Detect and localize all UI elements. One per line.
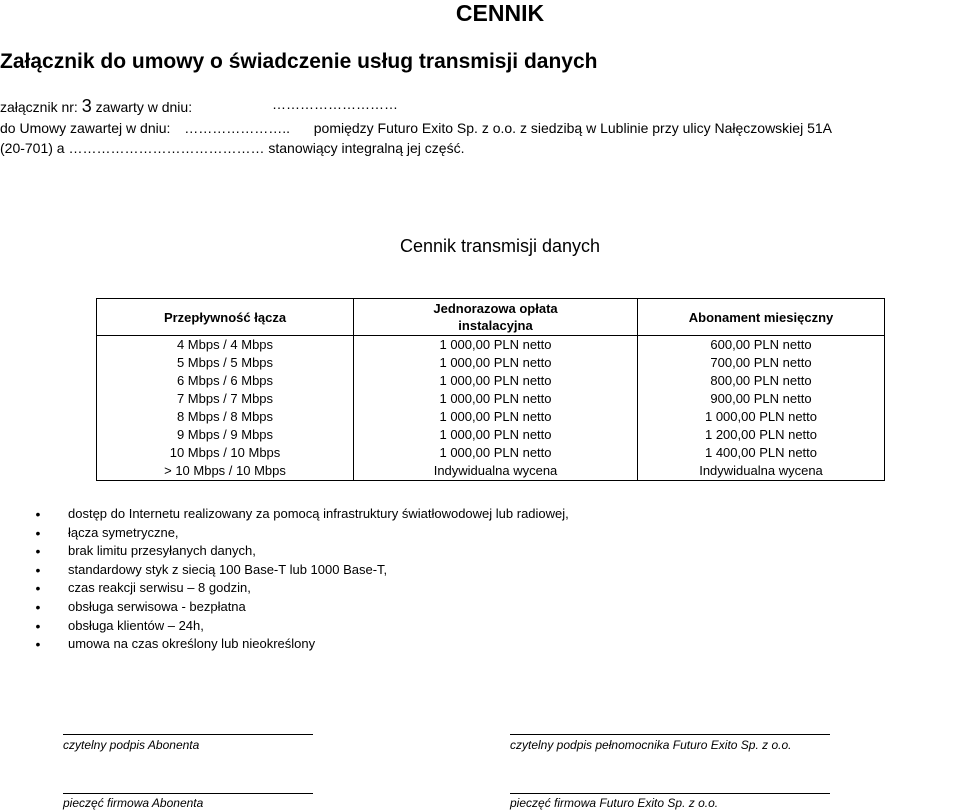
list-item-text: dostęp do Internetu realizowany za pomocą infrastruktury światłowodowej lub radiowej, [68,506,569,521]
cell-bandwidth: > 10 Mbps / 10 Mbps [97,462,354,481]
company-stamp-line [510,793,830,794]
cell-monthly-fee: 1 000,00 PLN netto [638,408,885,426]
company-stamp-label: pieczęć firmowa Futuro Exito Sp. z o.o. [510,796,719,810]
list-item [28,598,569,617]
intro-line-1-suffix: zawarty w dniu: [95,99,193,115]
table-row [97,354,885,372]
cell-bandwidth: 10 Mbps / 10 Mbps [97,444,354,462]
table-row [97,462,885,481]
intro-line-1-prefix: załącznik nr: [0,99,78,115]
bullet-dot-icon: • [35,598,41,615]
cell-bandwidth: 9 Mbps / 9 Mbps [97,426,354,444]
company-signature-label: czytelny podpis pełnomocnika Futuro Exito Sp. z o.o. [510,738,792,752]
intro-line-2 [0,120,832,136]
cell-installation-fee: 1 000,00 PLN netto [354,354,638,372]
bullet-dot-icon: • [35,561,41,578]
list-item-text: czas reakcji serwisu – 8 godzin, [68,580,251,596]
bullet-dot-icon: • [35,506,41,522]
table-row [97,372,885,390]
table-header-row [97,299,885,336]
cell-bandwidth: 5 Mbps / 5 Mbps [97,354,354,372]
intro-line-1 [0,96,192,117]
cell-installation-fee: 1 000,00 PLN netto [354,426,638,444]
client-name-dots: …………………………………… [68,140,265,156]
bullet-dot-icon: • [35,524,41,541]
list-item [28,579,569,598]
list-item [28,635,569,654]
list-item-text: obsługa serwisowa - bezpłatna [68,598,246,614]
cell-monthly-fee: 800,00 PLN netto [638,372,885,390]
bullet-dot-icon: • [35,636,41,653]
company-signature-line [510,734,830,735]
bullet-dot-icon: • [35,543,41,560]
header-installation-fee-label: Jednorazowa opłata instalacyjna [433,301,558,333]
table-row [97,336,885,355]
header-monthly-fee: Abonament miesięczny [638,299,885,336]
cell-installation-fee: 1 000,00 PLN netto [354,336,638,355]
section-title: Cennik transmisji danych [399,236,601,256]
header-bandwidth: Przepływność łącza [97,299,354,336]
list-item-text: brak limitu przesyłanych danych, [68,543,256,559]
table-row [97,444,885,462]
table-row [97,390,885,408]
intro-line-3-prefix: (20-701) a [0,140,65,156]
document-subtitle: Załącznik do umowy o świadczenie usług transmisji danych [0,50,598,73]
list-item-text: standardowy styk z siecią 100 Base-T lub 1000 Base-T, [68,561,388,577]
list-item [28,617,569,636]
cell-bandwidth: 7 Mbps / 7 Mbps [97,390,354,408]
cell-bandwidth: 4 Mbps / 4 Mbps [97,336,354,355]
cell-installation-fee: 1 000,00 PLN netto [354,444,638,462]
intro-line-2-prefix: do Umowy zawartej w dniu: [0,120,171,136]
cell-installation-fee: 1 000,00 PLN netto [354,408,638,426]
cell-installation-fee: Indywidualna wycena [354,462,638,481]
annex-number: 3 [81,96,92,116]
annex-date-dots: ……………………… [272,96,398,112]
bullet-dot-icon: • [35,580,41,597]
cell-bandwidth: 8 Mbps / 8 Mbps [97,408,354,426]
list-item [28,524,569,543]
header-installation-fee [354,299,638,336]
table-row [97,408,885,426]
intro-line-3-suffix: stanowiący integralną jej część. [268,140,465,156]
cell-monthly-fee: 1 400,00 PLN netto [638,444,885,462]
cell-monthly-fee: Indywidualna wycena [638,462,885,481]
intro-line-2-suffix: pomiędzy Futuro Exito Sp. z o.o. z siedzibą w Lublinie przy ulicy Nałęczowskiej 51A [313,120,832,136]
features-list [28,505,569,654]
list-item-text: łącza symetryczne, [68,524,179,540]
cell-monthly-fee: 900,00 PLN netto [638,390,885,408]
list-item-text: obsługa klientów – 24h, [68,617,204,633]
cell-monthly-fee: 700,00 PLN netto [638,354,885,372]
pricing-table [96,298,885,481]
cell-monthly-fee: 600,00 PLN netto [638,336,885,355]
table-row [97,426,885,444]
list-item-text: umowa na czas określony lub nieokreślony [68,636,316,652]
list-item [28,505,569,524]
intro-line-3 [0,140,464,156]
cell-monthly-fee: 1 200,00 PLN netto [638,426,885,444]
list-item [28,542,569,561]
contract-date-dots: ………………….. [184,120,290,136]
client-stamp-label: pieczęć firmowa Abonenta [63,796,204,810]
client-signature-label: czytelny podpis Abonenta [63,738,200,752]
cell-installation-fee: 1 000,00 PLN netto [354,390,638,408]
cell-bandwidth: 6 Mbps / 6 Mbps [97,372,354,390]
document-title: CENNIK [455,0,545,26]
client-signature-line [63,734,313,735]
cell-installation-fee: 1 000,00 PLN netto [354,372,638,390]
bullet-dot-icon: • [35,617,41,634]
list-item [28,561,569,580]
client-stamp-line [63,793,313,794]
